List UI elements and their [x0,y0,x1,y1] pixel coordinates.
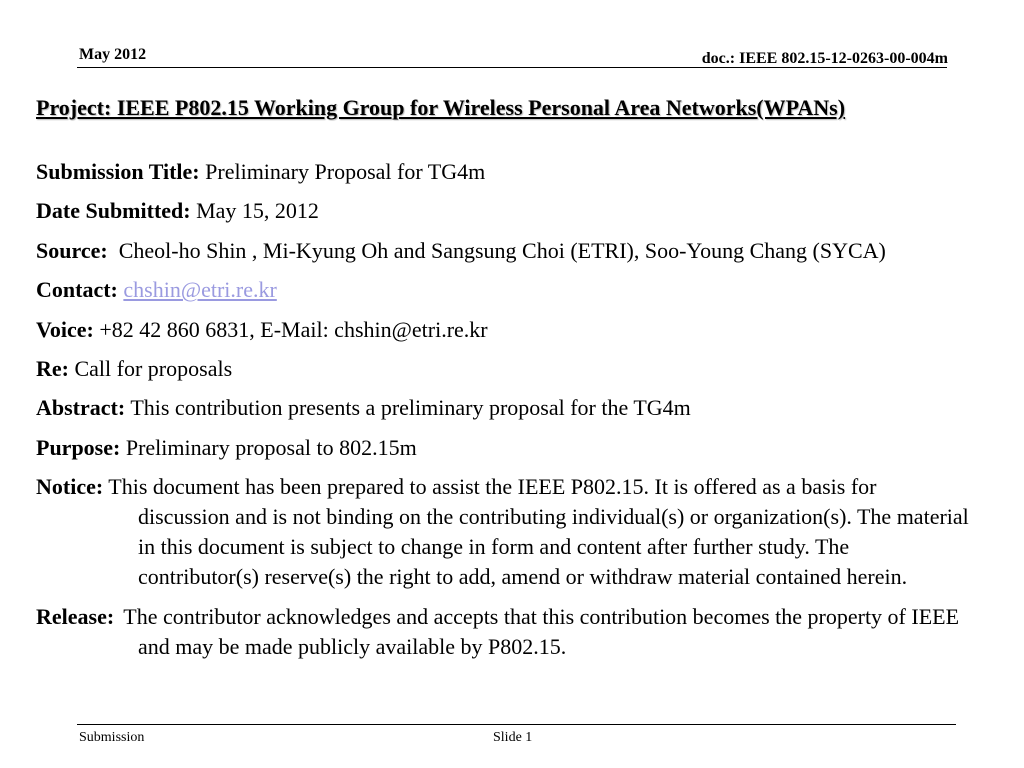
abstract-field [36,393,971,423]
footer-slide-number: Slide 1 [493,730,533,745]
source-label: Source: [36,237,108,263]
notice-field [36,472,971,592]
project-title: Project: IEEE P802.15 Working Group for Wireless Personal Area Networks(WPANs) [36,95,846,120]
voice-label: Voice: [36,316,94,342]
header-date: May 2012 [79,46,147,63]
voice-field [36,315,971,345]
release-label: Release: [36,603,115,629]
footer-divider [77,724,956,725]
release-field [36,602,971,662]
date-submitted-label: Date Submitted: [36,198,191,224]
source-value: Cheol-ho Shin , Mi-Kyung Oh and Sangsung Choi (ETRI), Soo-Young Chang (SYCA) [118,237,886,263]
notice-label: Notice: [36,474,104,500]
abstract-label: Abstract: [36,395,126,421]
release-value: The contributor acknowledges and accepts that this contribution becomes the property of IEEE and may be made publicly available by P802.15. [123,603,960,659]
submission-title-label: Submission Title: [36,159,200,184]
submission-details [36,157,971,671]
contact-email-link[interactable]: chshin@etri.re.kr [123,277,277,303]
re-label: Re: [36,355,69,381]
submission-title-value: Preliminary Proposal for TG4m [205,159,486,184]
re-value: Call for proposals [74,355,233,381]
header-doc-id: doc.: IEEE 802.15-12-0263-00-004m [701,50,948,67]
notice-value: This document has been prepared to assist the IEEE P802.15. It is offered as a basis for discussion and is not binding on the contributing individual(s) or organization(s). The material in this document is subject to change in form and content after further study. The contributor(s) reserve(s) the right to add, amend or withdraw material contained herein. [108,474,969,590]
submission-title-field [36,157,971,187]
header-divider [77,67,947,68]
contact-field [36,275,971,305]
re-field [36,354,971,384]
date-submitted-value: May 15, 2012 [196,198,319,224]
source-field [36,236,971,266]
purpose-field [36,433,971,463]
purpose-value: Preliminary proposal to 802.15m [125,434,417,460]
purpose-label: Purpose: [36,434,121,460]
abstract-value: This contribution presents a preliminary proposal for the TG4m [130,395,691,421]
footer-submission: Submission [79,730,145,745]
date-submitted-field [36,196,971,226]
contact-label: Contact: [36,277,118,303]
voice-value: +82 42 860 6831, E-Mail: chshin@etri.re.kr [99,316,488,342]
